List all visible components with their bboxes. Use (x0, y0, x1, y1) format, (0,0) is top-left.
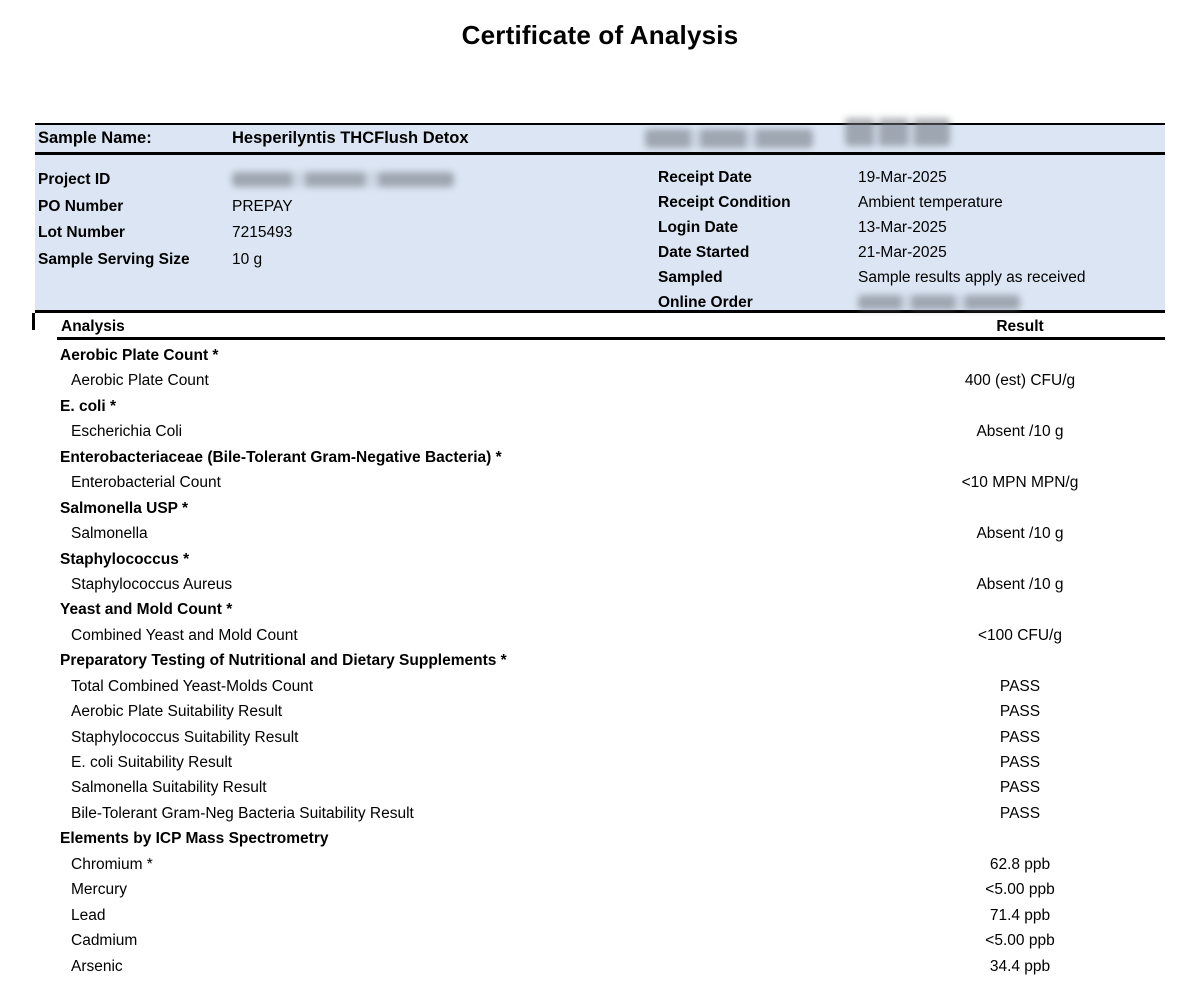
redacted-online-order-value (858, 295, 1020, 310)
result-value: 34.4 ppb (989, 957, 1051, 975)
result-value: <5.00 ppb (985, 932, 1055, 950)
field-label: Receipt Condition (658, 194, 791, 211)
sample-name-row (35, 125, 1165, 155)
field-label: Sample Serving Size (38, 250, 190, 268)
table-row: Lead 71.4 ppb (35, 903, 1165, 928)
result-value: PASS (999, 779, 1041, 797)
result-column-header: Result (996, 318, 1044, 335)
sample-info-box (35, 123, 1165, 313)
field-row-login-date (658, 215, 1163, 240)
table-header-rule (57, 337, 1165, 340)
results-table-header (35, 318, 1165, 338)
result-value: <100 CFU/g (977, 626, 1062, 644)
table-row: Aerobic Plate Count 400 (est) CFU/g (35, 368, 1165, 393)
section-header: Staphylococcus * (60, 550, 190, 568)
table-row: Escherichia Coli Absent /10 g (35, 419, 1165, 444)
field-value: PREPAY (232, 197, 293, 215)
field-row-receipt-date (658, 165, 1163, 190)
field-row-project-id (38, 167, 638, 194)
result-value: Absent /10 g (976, 423, 1064, 441)
field-value: 7215493 (232, 224, 293, 242)
section-header: Salmonella USP * (60, 499, 189, 517)
result-value: PASS (999, 804, 1041, 822)
table-row: Bile-Tolerant Gram-Neg Bacteria Suitability Result PASS (35, 801, 1165, 826)
field-row-po-number (38, 194, 638, 221)
field-value: 21-Mar-2025 (858, 244, 947, 261)
page-title: Certificate of Analysis (461, 20, 739, 50)
field-label: PO Number (38, 197, 124, 215)
table-row: Aerobic Plate Suitability Result PASS (35, 699, 1165, 724)
table-row: Chromium * 62.8 ppb (35, 852, 1165, 877)
section-header: Enterobacteriaceae (Bile-Tolerant Gram-Negative Bacteria) * (60, 448, 502, 466)
result-value: 62.8 ppb (989, 855, 1051, 873)
redacted-lab-label (645, 129, 813, 148)
table-row: Salmonella Suitability Result PASS (35, 775, 1165, 800)
result-value: <10 MPN MPN/g (961, 474, 1079, 492)
table-row: Staphylococcus Suitability Result PASS (35, 725, 1165, 750)
field-label: Online Order (658, 294, 753, 311)
field-label: Login Date (658, 219, 739, 236)
field-row-online-order (658, 290, 1163, 315)
result-value: PASS (999, 728, 1041, 746)
section-header: Elements by ICP Mass Spectrometry (60, 830, 329, 848)
result-value: <5.00 ppb (985, 881, 1055, 899)
table-row: Cadmium <5.00 ppb (35, 928, 1165, 953)
field-row-receipt-condition (658, 190, 1163, 215)
section-header: Yeast and Mold Count * (60, 601, 233, 619)
results-table-body (35, 343, 1165, 979)
result-value: PASS (999, 703, 1041, 721)
result-value: Absent /10 g (976, 575, 1064, 593)
table-row: Combined Yeast and Mold Count <100 CFU/g (35, 623, 1165, 648)
redacted-lab-value (845, 118, 950, 146)
field-row-sampled (658, 265, 1163, 290)
section-header: Preparatory Testing of Nutritional and Dietary Supplements * (60, 652, 507, 670)
sample-fields-right (658, 165, 1163, 315)
table-row: Arsenic 34.4 ppb (35, 954, 1165, 979)
sample-fields-left (38, 167, 638, 273)
field-value: 10 g (232, 250, 263, 268)
sample-name-label: Sample Name: (38, 129, 152, 147)
field-label: Sampled (658, 269, 723, 286)
result-value: PASS (999, 754, 1041, 771)
field-row-sample-serving-size (38, 247, 638, 274)
redacted-project-id-value (232, 172, 454, 187)
field-label: Lot Number (38, 224, 125, 242)
analysis-column-header: Analysis (61, 318, 125, 335)
result-value: 71.4 ppb (989, 906, 1051, 924)
sample-fields (35, 155, 1165, 310)
field-label: Date Started (658, 244, 750, 261)
table-row: E. coli Suitability Result PASS (35, 750, 1165, 775)
table-row: Staphylococcus Aureus Absent /10 g (35, 572, 1165, 597)
result-value: Absent /10 g (976, 525, 1064, 543)
field-label: Project ID (38, 171, 111, 188)
field-value: Sample results apply as received (858, 269, 1086, 286)
field-row-lot-number (38, 220, 638, 247)
result-value: 400 (est) CFU/g (964, 372, 1076, 390)
table-row: Total Combined Yeast-Molds Count PASS (35, 674, 1165, 699)
table-row: Salmonella Absent /10 g (35, 521, 1165, 546)
sample-name-value: Hesperilyntis THCFlush Detox (232, 129, 469, 147)
section-header: Aerobic Plate Count * (60, 347, 219, 364)
section-header: E. coli * (60, 397, 116, 415)
table-row: Enterobacterial Count <10 MPN MPN/g (35, 470, 1165, 495)
field-value: Ambient temperature (858, 194, 1003, 211)
field-value: 19-Mar-2025 (858, 169, 947, 186)
field-row-date-started (658, 240, 1163, 265)
table-row: Mercury <5.00 ppb (35, 877, 1165, 902)
field-value: 13-Mar-2025 (858, 219, 947, 236)
field-label: Receipt Date (658, 169, 752, 186)
result-value: PASS (999, 677, 1041, 695)
